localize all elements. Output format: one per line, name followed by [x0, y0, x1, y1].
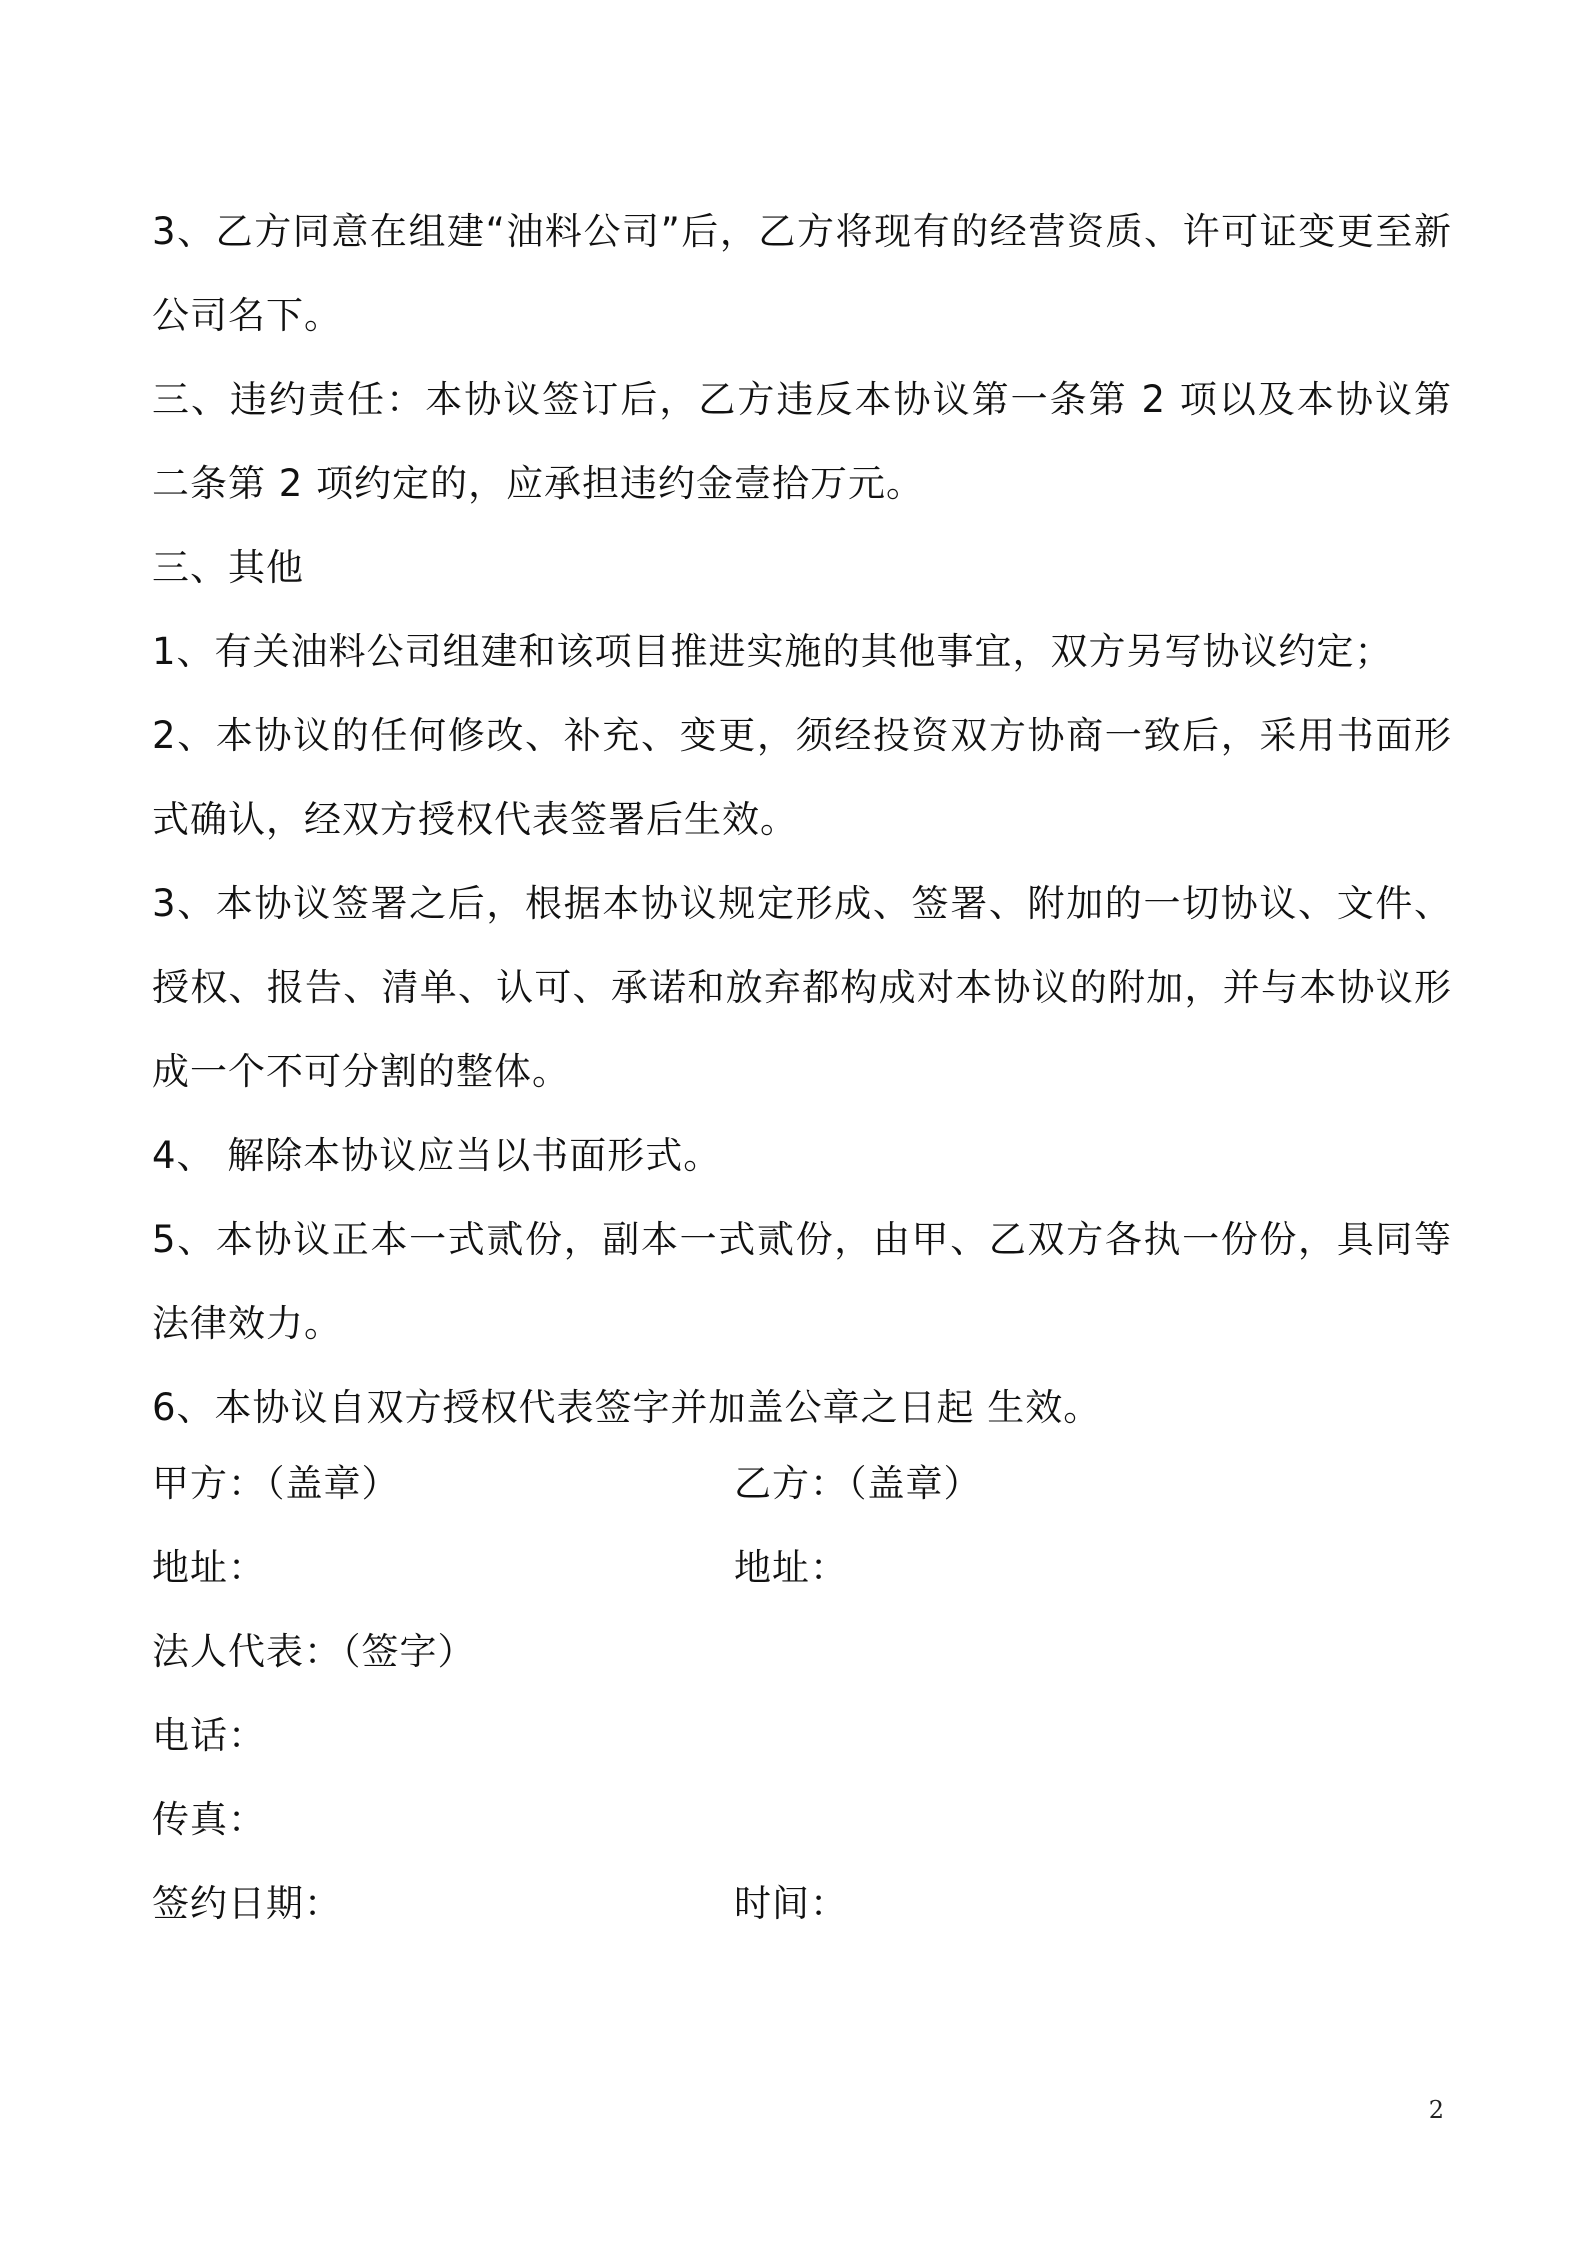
section-other-heading: 三、其他 [152, 546, 304, 589]
phone-label: 电话： [152, 1714, 266, 1757]
signature-block [152, 1442, 1452, 1946]
clause-6-effective: 6、本协议自双方授权代表签字并加盖公章之日起 生效。 [152, 1386, 1102, 1429]
section-breach-liability: 三、违约责任：本协议签订后，乙方违反本协议第一条第 2 项以及本协议第二条第 2 项约定的，应承担违约金壹拾万元。 [152, 378, 1452, 505]
clause-3-attachments: 3、本协议签署之后，根据本协议规定形成、签署、附加的一切协议、文件、授权、报告、清单、认可、承诺和放弃都构成对本协议的附加，并与本协议形成一个不可分割的整体。 [152, 882, 1452, 1093]
signature-row-phone [152, 1694, 1452, 1778]
clause-4-termination: 4、 解除本协议应当以书面形式。 [152, 1134, 722, 1177]
signature-row-seal [152, 1442, 1452, 1526]
party-b-address-label: 地址： [734, 1546, 848, 1589]
party-a-address-label: 地址： [152, 1546, 266, 1589]
agreement-body [152, 190, 1452, 1450]
signing-date-label: 签约日期： [152, 1882, 342, 1925]
signature-row-legal-rep [152, 1610, 1452, 1694]
party-b-seal-label: 乙方：（盖章） [734, 1462, 982, 1505]
clause-5-copies: 5、本协议正本一式贰份，副本一式贰份，由甲、乙双方各执一份份，具同等法律效力。 [152, 1218, 1452, 1345]
fax-label: 传真： [152, 1798, 266, 1841]
signature-row-date [152, 1862, 1452, 1946]
legal-representative-label: 法人代表：（签字） [152, 1630, 476, 1673]
clause-2-amendments: 2、本协议的任何修改、补充、变更，须经投资双方协商一致后，采用书面形式确认，经双方授权代表签署后生效。 [152, 714, 1452, 841]
time-label: 时间： [734, 1882, 848, 1925]
party-a-seal-label: 甲方：（盖章） [152, 1462, 400, 1505]
signature-row-fax [152, 1778, 1452, 1862]
clause-3-qualification-transfer: 3、乙方同意在组建“油料公司”后，乙方将现有的经营资质、许可证变更至新公司名下。 [152, 210, 1452, 337]
clause-1-other-matters: 1、有关油料公司组建和该项目推进实施的其他事宜，双方另写协议约定； [152, 630, 1393, 673]
page-number: 2 [1428, 2096, 1444, 2124]
signature-row-address [152, 1526, 1452, 1610]
